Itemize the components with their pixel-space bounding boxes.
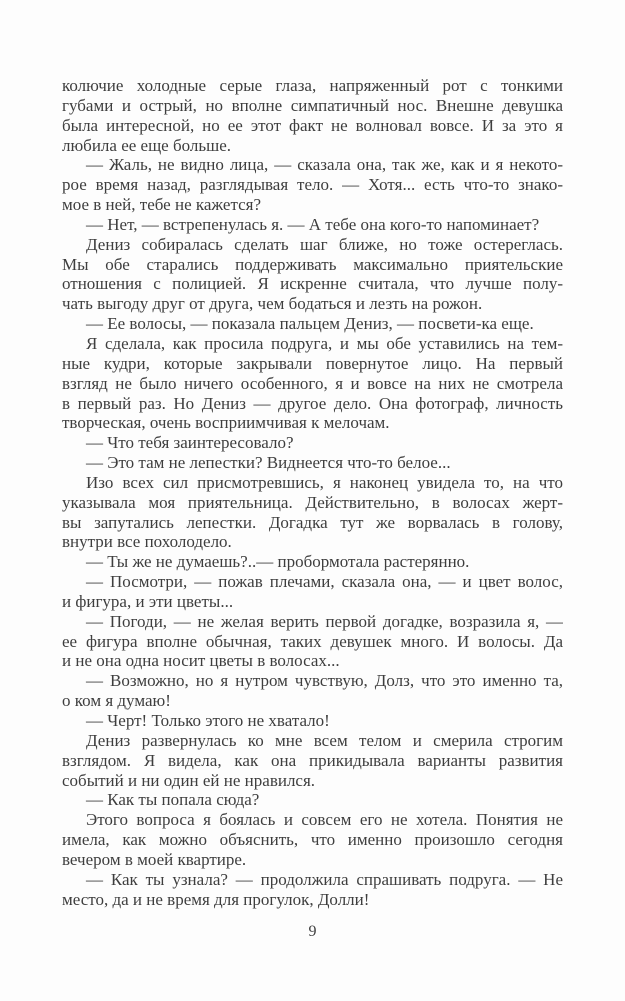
text-line: была интересной, но ее этот факт не волновал вовсе. И за это я	[62, 115, 563, 135]
text-line: вечером в моей квартире.	[62, 849, 247, 869]
text-line: — Это там не лепестки? Виднеется что-то белое...	[86, 453, 451, 473]
paragraph	[62, 155, 563, 215]
text-line: — Как ты попала сюда?	[86, 790, 260, 810]
text-line: отношения с полицией. Я искренне считала, что лучше полу-	[62, 274, 563, 294]
text-line: взгляд не было ничего особенного, я и вовсе на них не смотрела	[62, 373, 563, 393]
paragraph	[62, 334, 563, 433]
text-line: — Ты же не думаешь?..— пробормотала растерянно.	[86, 552, 470, 572]
paragraph	[62, 235, 563, 314]
paragraph	[62, 473, 563, 552]
paragraph	[62, 433, 563, 453]
text-line: творческая, очень восприимчивая к мелочам.	[62, 413, 390, 433]
text-line: рое время назад, разглядывая тело. — Хотя... есть что-то знако-	[62, 175, 563, 195]
text-line: вы запутались лепестки. Догадка тут же ворвалась в голову,	[62, 512, 563, 532]
paragraph	[62, 572, 563, 612]
text-line: ные кудри, которые закрывали повернутое лицо. На первый	[62, 353, 563, 373]
text-line: Я сделала, как просила подруга, и мы обе уставились на тем-	[86, 333, 563, 353]
text-line: Мы обе старались поддерживать максимально приятельские	[62, 254, 563, 274]
text-line: чать выгоду друг от друга, чем бодаться и лезть на рожон.	[62, 294, 483, 314]
text-line: о ком я думаю!	[62, 691, 171, 711]
text-line: любила ее еще больше.	[62, 135, 232, 155]
page-number: 9	[308, 923, 317, 941]
text-line: — Что тебя заинтересовало?	[86, 433, 294, 453]
text-line: событий и ни один ей не нравился.	[62, 770, 316, 790]
text-line: мое в ней, тебе не кажется?	[62, 195, 262, 215]
text-line: имела, как можно объяснить, что именно произошло сегодня	[62, 830, 563, 850]
paragraph	[62, 215, 563, 235]
text-line: Изо всех сил присмотревшись, я наконец увидела то, на что	[86, 472, 563, 492]
page-text-column	[62, 76, 563, 942]
paragraph	[62, 671, 563, 711]
text-line: Этого вопроса я боялась и совсем его не хотела. Понятия не	[86, 810, 563, 830]
paragraph	[62, 453, 563, 473]
paragraph	[62, 810, 563, 870]
text-line: и не она одна носит цветы в волосах...	[62, 651, 340, 671]
paragraph	[62, 612, 563, 672]
text-line: — Погоди, — не желая верить первой догадке, возразила я, —	[86, 611, 563, 631]
text-line: — Ее волосы, — показала пальцем Дениз, — посвети-ка еще.	[86, 314, 534, 334]
text-line: в первый раз. Но Дениз — другое дело. Она фотограф, личность	[62, 393, 563, 413]
paragraph	[62, 314, 563, 334]
text-line: указывала моя приятельница. Действительно, в волосах жерт-	[62, 492, 563, 512]
paragraph	[62, 711, 563, 731]
text-line: колючие холодные серые глаза, напряженный рот с тонкими	[62, 76, 563, 95]
paragraph	[62, 870, 563, 910]
text-line: губами и острый, но вполне симпатичный нос. Внешне девушка	[62, 95, 563, 115]
text-line: Дениз развернулась ко мне всем телом и смерила строгим	[86, 730, 563, 750]
text-line: — Черт! Только этого не хватало!	[86, 711, 330, 730]
text-line: ее фигура вполне обычная, таких девушек много. И волосы. Да	[62, 631, 563, 651]
text-line: и фигура, и эти цветы...	[62, 591, 234, 611]
text-line: — Жаль, не видно лица, — сказала она, так же, как и я некото-	[86, 155, 563, 175]
text-line: внутри все похолодело.	[62, 532, 232, 552]
paragraph	[62, 731, 563, 791]
text-line: — Посмотри, — пожав плечами, сказала она, — и цвет волос,	[86, 572, 563, 592]
paragraph	[62, 76, 563, 155]
text-line: — Как ты узнала? — продолжила спрашивать подруга. — Не	[86, 869, 563, 889]
text-line: — Нет, — встрепенулась я. — А тебе она кого-то напоминает?	[86, 214, 540, 234]
text-line: Дениз собиралась сделать шаг ближе, но тоже остереглась.	[86, 234, 563, 254]
paragraph	[62, 790, 563, 810]
text-line: — Возможно, но я нутром чувствую, Долз, что это именно та,	[86, 671, 563, 691]
text-line: взглядом. Я видела, как она прикидывала варианты развития	[62, 750, 563, 770]
paragraph	[62, 552, 563, 572]
text-line: место, да и не время для прогулок, Долли!	[62, 889, 370, 909]
